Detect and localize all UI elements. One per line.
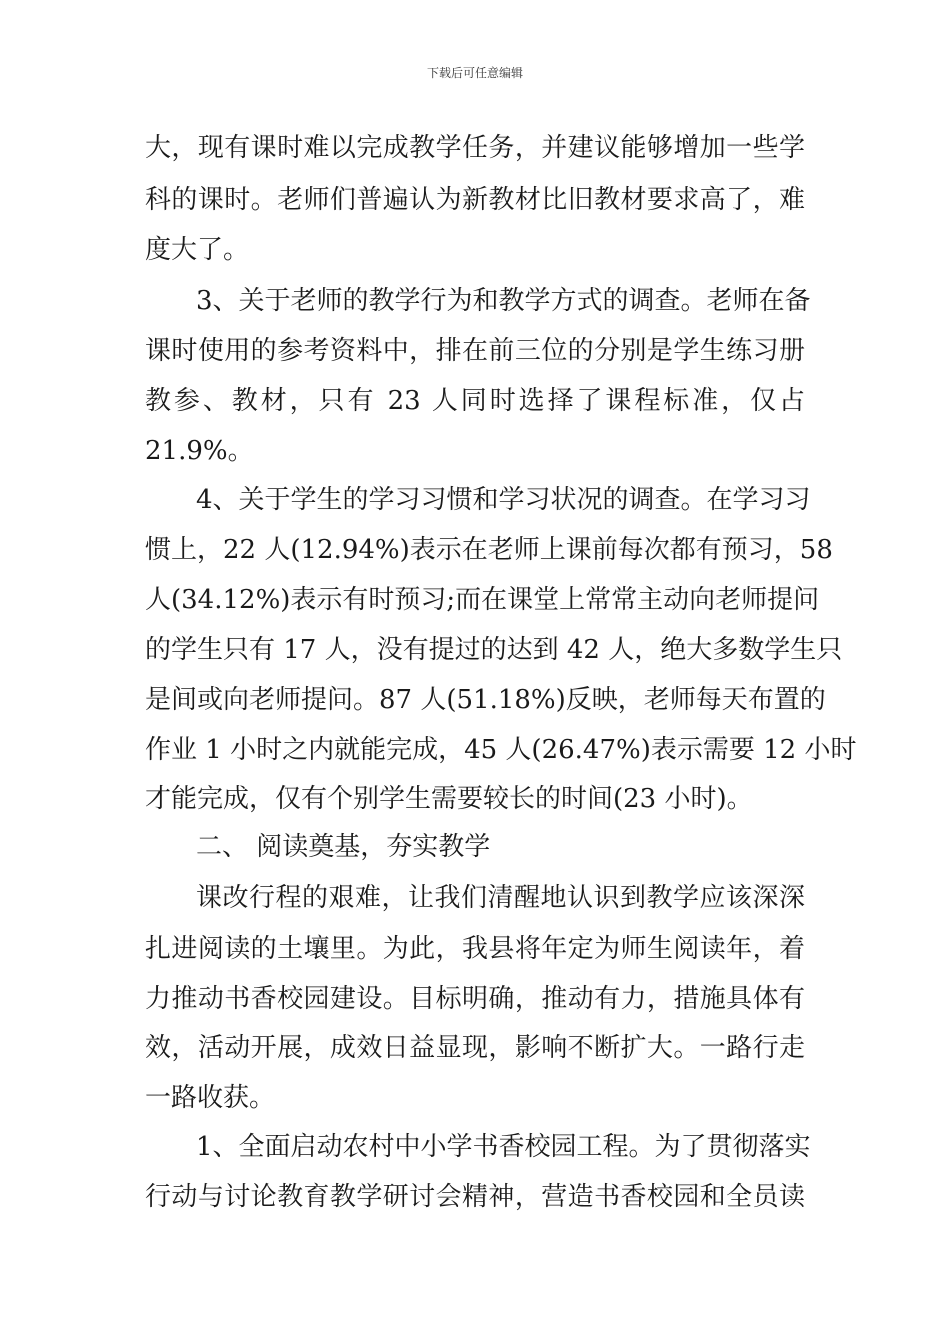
text-line: 惯上，22 人(12.94%)表示在老师上课前每次都有预习，58 <box>145 535 833 565</box>
section-heading: 二、 阅读奠基，夯实教学 <box>196 832 491 862</box>
text-line: 课时使用的参考资料中，排在前三位的分别是学生练习册 <box>145 336 805 366</box>
text-line: 4、关于学生的学习习惯和学习状况的调查。在学习习 <box>196 485 811 515</box>
text-line: 21.9%。 <box>145 436 254 466</box>
text-line: 度大了。 <box>145 235 250 265</box>
page-header: 下载后可任意编辑 <box>426 66 523 80</box>
text-line: 一路收获。 <box>145 1083 276 1113</box>
text-line: 才能完成，仅有个别学生需要较长的时间(23 小时)。 <box>145 784 753 814</box>
text-line: 人(34.12%)表示有时预习;而在课堂上常常主动向老师提问 <box>145 585 820 615</box>
text-line: 科的课时。老师们普遍认为新教材比旧教材要求高了，难 <box>145 185 805 215</box>
text-line: 大，现有课时难以完成教学任务，并建议能够增加一些学 <box>145 133 805 163</box>
text-line: 1、全面启动农村中小学书香校园工程。为了贯彻落实 <box>196 1132 811 1162</box>
text-line: 的学生只有 17 人，没有提过的达到 42 人，绝大多数学生只 <box>145 635 843 665</box>
text-line: 作业 1 小时之内就能完成，45 人(26.47%)表示需要 12 小时 <box>145 735 857 765</box>
text-line: 扎进阅读的土壤里。为此，我县将年定为师生阅读年，着 <box>145 934 805 964</box>
text-line: 行动与讨论教育教学研讨会精神，营造书香校园和全员读 <box>145 1182 805 1212</box>
text-line: 力推动书香校园建设。目标明确，推动有力，措施具体有 <box>145 984 805 1014</box>
text-line: 3、关于老师的教学行为和教学方式的调查。老师在备 <box>196 286 811 316</box>
text-line: 课改行程的艰难，让我们清醒地认识到教学应该深深 <box>196 883 805 913</box>
text-line: 效，活动开展，成效日益显现，影响不断扩大。一路行走 <box>145 1033 805 1063</box>
text-line: 是间或向老师提问。87 人(51.18%)反映，老师每天布置的 <box>145 685 826 715</box>
text-line: 教参、教材，只有 23 人同时选择了课程标准，仅占 <box>145 386 805 416</box>
